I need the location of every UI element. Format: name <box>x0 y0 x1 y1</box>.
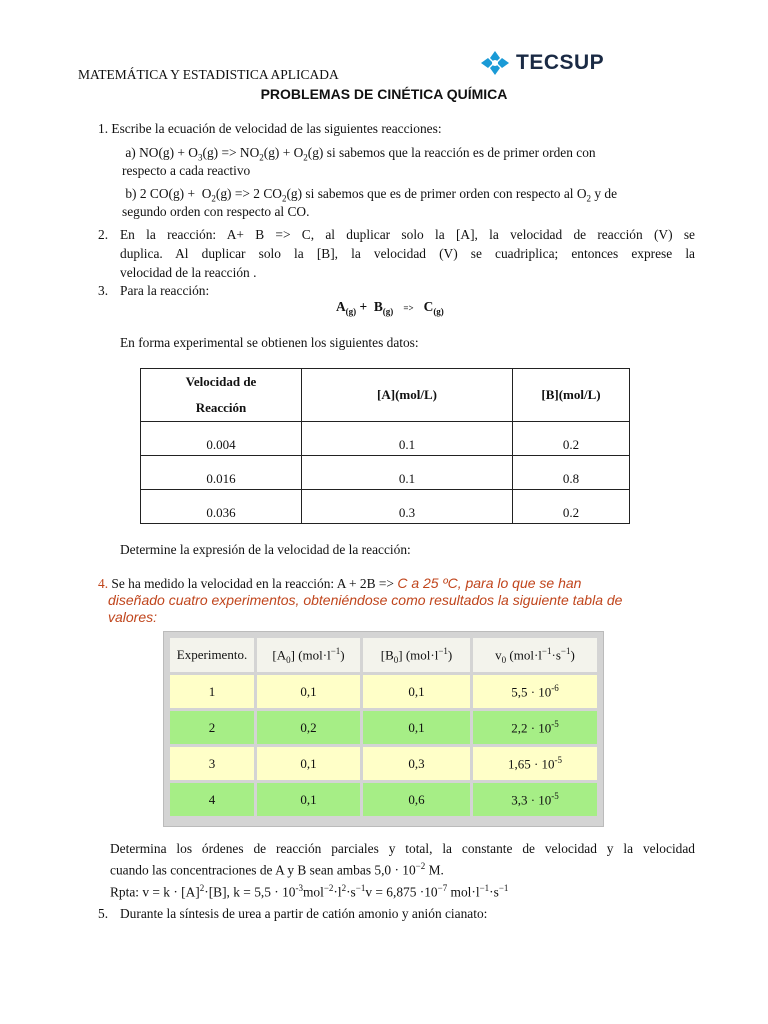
q4-determine-line2: cuando las concentraciones de A y B sean ambas $5,0 \cdot 10^{-2}$ M. <box>110 861 444 878</box>
q3-intro: Para la reacción: <box>120 283 210 298</box>
course-name: MATEMÁTICA Y ESTADISTICA APLICADA <box>78 67 339 82</box>
q1-a: a) $NO(g) + O_3(g) => NO_2(g) + O_2(g)$ si sabemos que la reacción es de primer orden con <box>122 145 596 163</box>
q3-data-table <box>140 368 630 524</box>
col-header-a0: $[A_0]$ $(mol\cdot l^{-1})$ <box>257 638 360 672</box>
col-header-b0: $[B_0]$ $(mol\cdot l^{-1})$ <box>363 638 470 672</box>
q1-b: b) 2 $CO(g) + O_2(g) => 2$ $CO_2(g)$ si sabemos que es de primer orden con respecto al $O_2$ y de <box>122 186 618 204</box>
q3-reaction: $A_{(g)} + B_{(g)}$ => $C_{(g)}$ <box>336 299 444 317</box>
q3-number: 3. <box>98 283 109 298</box>
q1-b-tail: si sabemos que es de primer orden con respecto al O <box>302 186 587 201</box>
q1-b-line2: segundo orden con respecto al CO. <box>122 204 310 219</box>
q4-number: 4. <box>98 576 109 591</box>
col-header-v0: $v_0$ $(mol\cdot l^{-1}\cdot s^{-1})$ <box>473 638 597 672</box>
logo-text: TECSUP <box>516 51 605 74</box>
table-header-row <box>170 638 597 672</box>
tecsup-logo-icon <box>480 50 510 76</box>
q4-line1: 4. Se ha medido la velocidad en la reacción: A + 2B => C a 25 ºC, para lo que se han <box>98 575 582 591</box>
tecsup-logo <box>480 50 604 76</box>
q1-b-y: y de <box>591 186 618 201</box>
page-title: PROBLEMAS DE CINÉTICA QUÍMICA <box>260 86 508 102</box>
table-header-row <box>141 369 630 422</box>
table-row: 4 0,1 0,6 $3,3 \cdot 10^{-5}$ <box>170 783 597 816</box>
q2-number: 2. <box>98 227 109 242</box>
q1-a-tail: si sabemos que la reacción es de primer orden con <box>323 145 596 160</box>
table-row: 0.004 0.1 0.2 <box>141 422 630 456</box>
table-row: 0.016 0.1 0.8 <box>141 456 630 490</box>
q1-text: 1. Escribe la ecuación de velocidad de las siguientes reacciones: <box>98 121 442 136</box>
col-header-experiment: Experimento. <box>170 638 254 672</box>
table-row: 0.036 0.3 0.2 <box>141 490 630 524</box>
q5-text: Durante la síntesis de urea a partir de catión amonio y anión cianato: <box>120 906 488 921</box>
q2-line2: duplica. Al duplicar solo la [B], la velocidad (V) se cuadriplica; entonces exprese la <box>120 246 695 261</box>
q4-line2: diseñado cuatro experimentos, obteniéndose como resultados la siguiente tabla de <box>108 592 623 608</box>
col-header-a: [A](mol/L) <box>302 369 513 422</box>
q2-line3: velocidad de la reacción . <box>120 265 257 280</box>
table-row: 1 0,1 0,1 $5,5 \cdot 10^{-6}$ <box>170 675 597 708</box>
table-row: 2 0,2 0,1 $2,2 \cdot 10^{-5}$ <box>170 711 597 744</box>
q5-number: 5. <box>98 906 109 921</box>
col-header-b: [B](mol/L) <box>513 369 630 422</box>
table-row: 3 0,1 0,3 $1,65 \cdot 10^{-5}$ <box>170 747 597 780</box>
q3-determine: Determine la expresión de la velocidad de la reacción: <box>120 542 411 557</box>
q4-answer: Rpta: $v = k \cdot [A]^2\cdot[B]$, $k = 5,5 \cdot 10^{-3}mol^{-2}\cdot l^2\cdot s^{-1}v = 6,875 \cdot 10^{-7}$ $mol\cdot l^{-1}\cdot s^{-1}$ <box>110 883 509 900</box>
q2-line1: En la reacción: A+ B => C, al duplicar solo la [A], la velocidad de reacción (V) se <box>120 227 695 242</box>
q4-line3: valores: <box>108 609 158 625</box>
q1-a-line2: respecto a cada reactivo <box>122 163 251 178</box>
q4-experiment-table <box>163 631 604 827</box>
q3-exp-intro: En forma experimental se obtienen los siguientes datos: <box>120 335 419 350</box>
q4-determine-line1: Determina los órdenes de reacción parciales y total, la constante de velocidad y la velocidad <box>110 841 695 856</box>
col-header-velocity: Velocidad de Reacción <box>141 369 302 422</box>
